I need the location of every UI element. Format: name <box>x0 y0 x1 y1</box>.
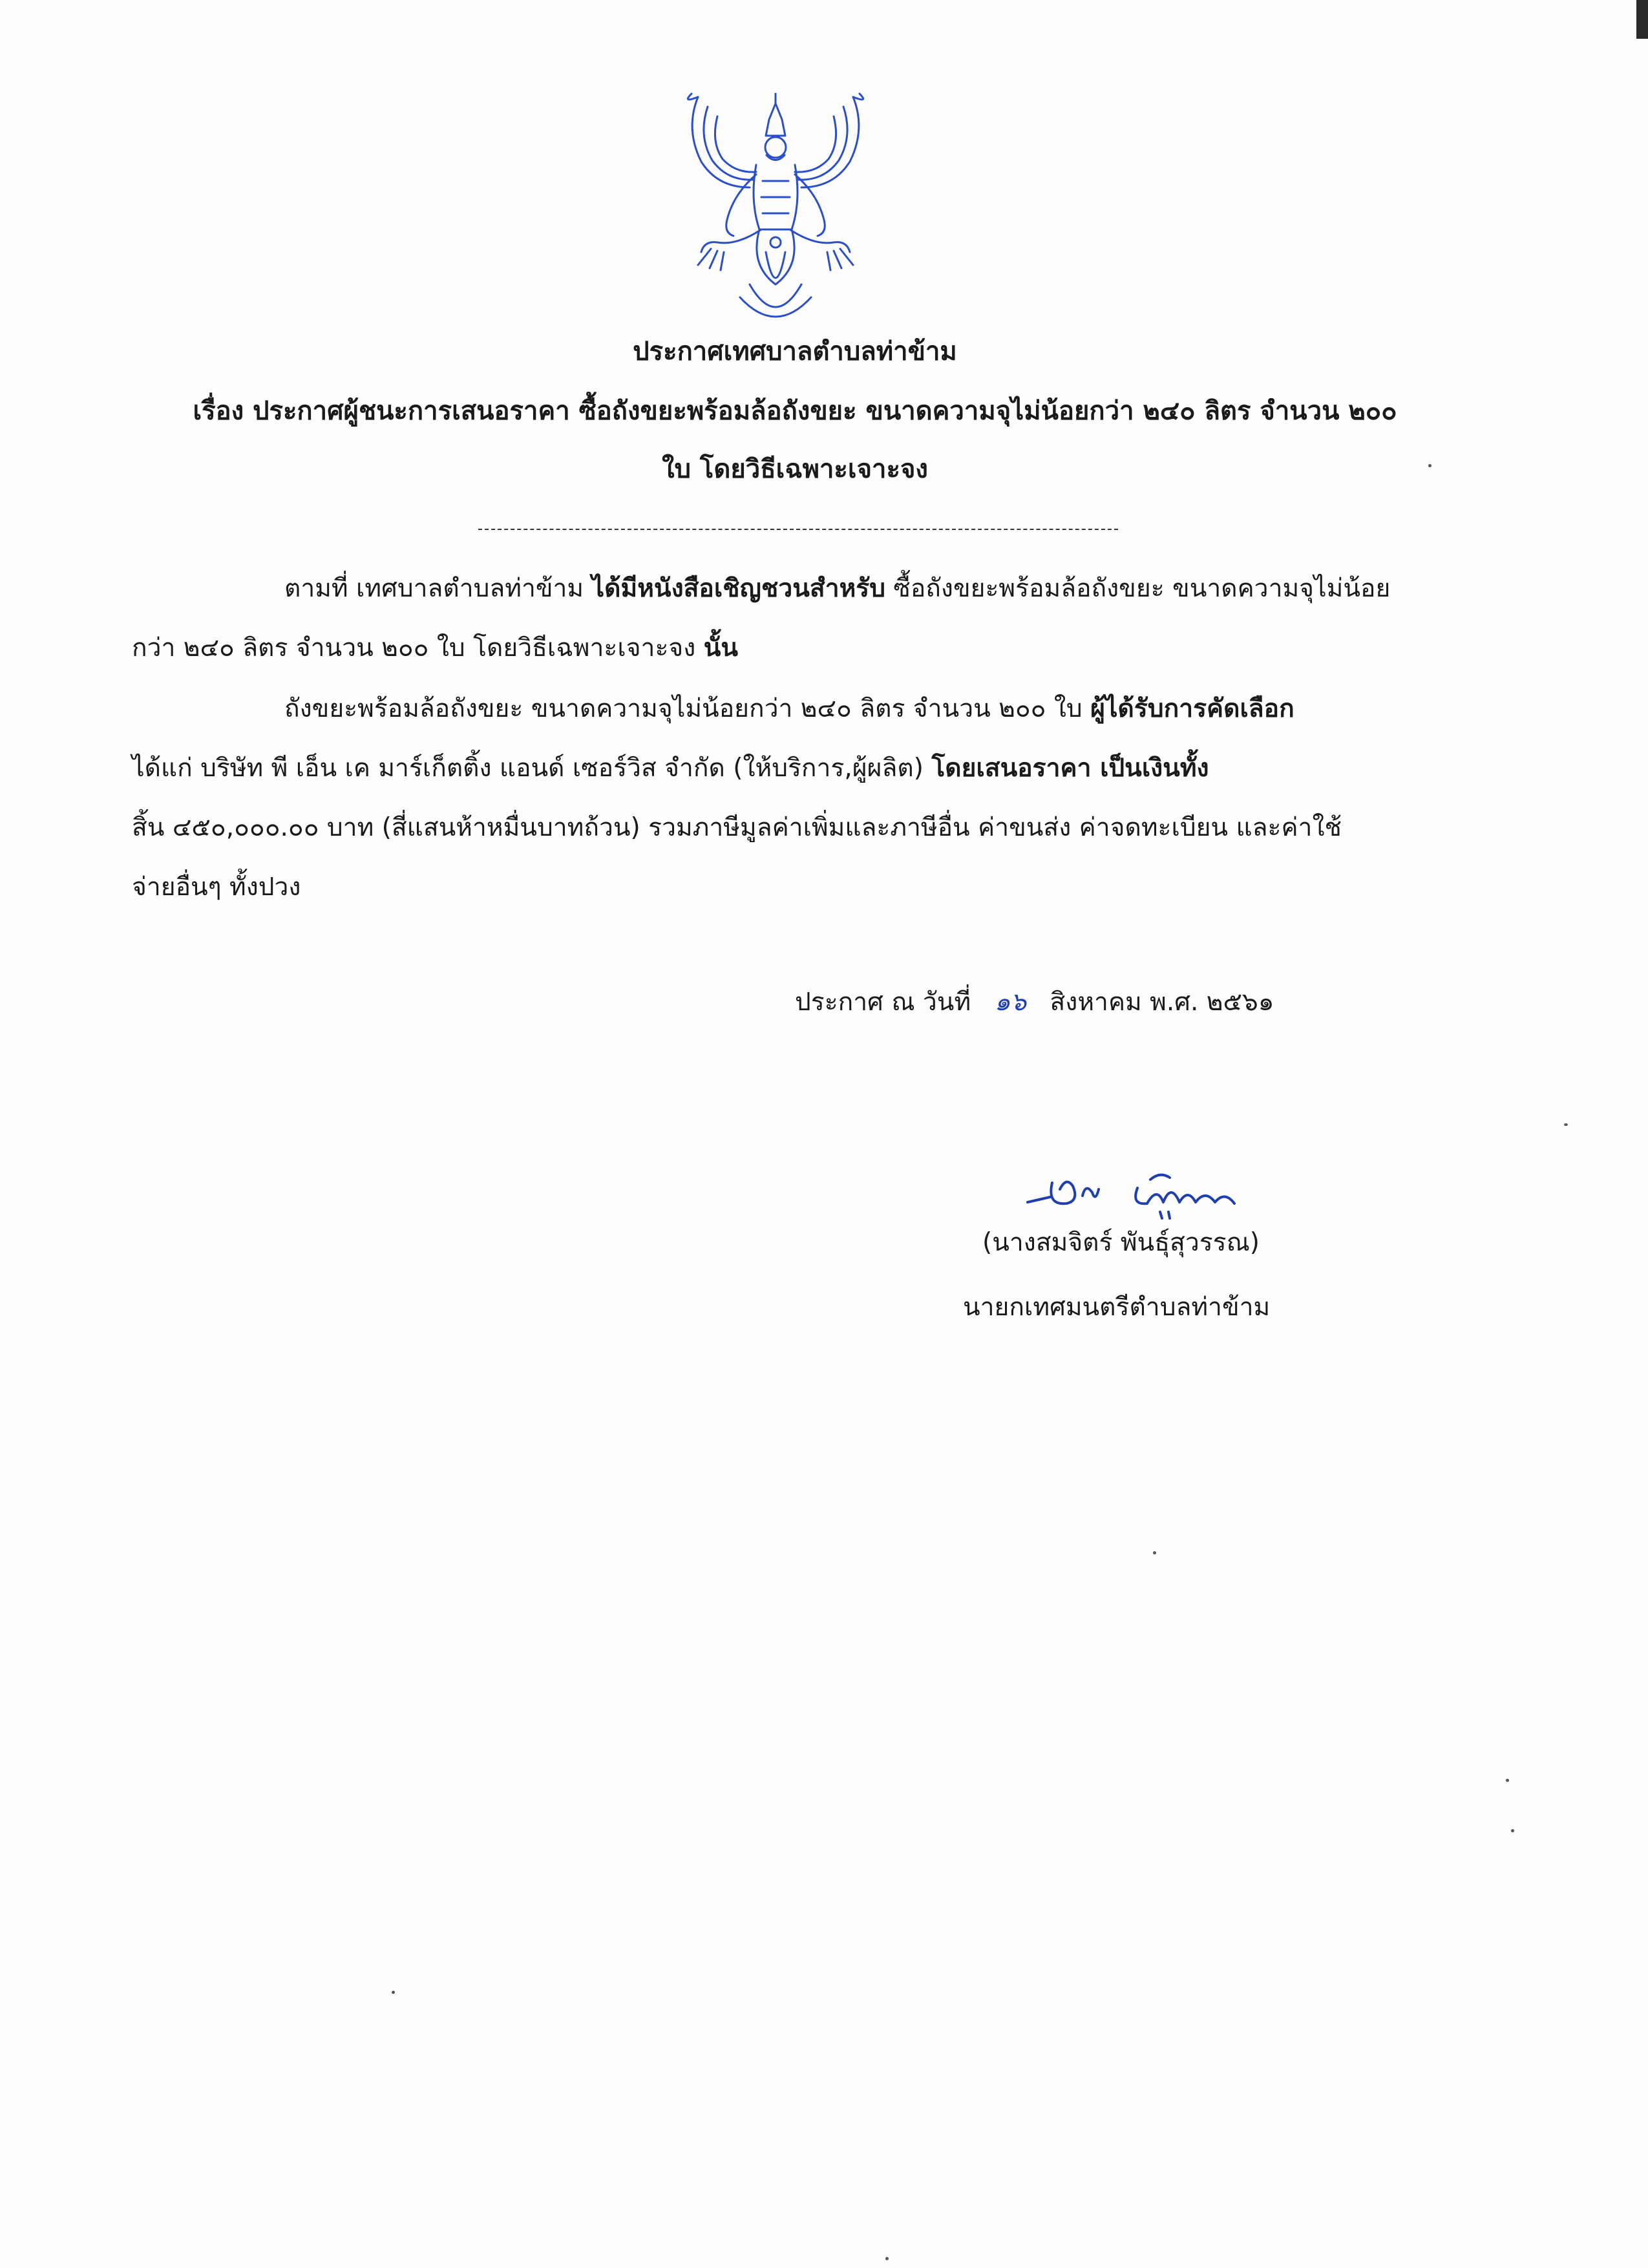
paragraph-1-line-2: กว่า ๒๔๐ ลิตร จำนวน ๒๐๐ ใบ โดยวิธีเฉพาะเจาะจง นั้น <box>132 633 739 662</box>
announcement-subject-line2: ใบ โดยวิธีเฉพาะเจาะจง <box>662 454 928 484</box>
scan-speck <box>885 2257 889 2260</box>
scan-speck <box>1506 1779 1509 1782</box>
scan-speck <box>1511 1829 1514 1832</box>
paragraph-1-line-1: ตามที่ เทศบาลตำบลท่าข้าม ได้มีหนังสือเชิญชวนสำหรับ ซื้อถังขยะพร้อมล้อถังขยะ ขนาดความจุไม่น้อย <box>284 574 1391 603</box>
handwritten-day: ๑๖ <box>994 988 1027 1017</box>
announcement-date: ประกาศ ณ วันที่ ๑๖ สิงหาคม พ.ศ. ๒๕๖๑ <box>795 988 1274 1017</box>
announcement-subject-line1: เรื่อง ประกาศผู้ชนะการเสนอราคา ซื้อถังขยะพร้อมล้อถังขยะ ขนาดความจุไม่น้อยกว่า ๒๔๐ ลิตร จำนวน ๒๐๐ <box>193 396 1397 426</box>
scan-speck <box>1564 1123 1568 1126</box>
scan-edge-artifact <box>1636 0 1648 39</box>
paragraph-2-line-2: ได้แก่ บริษัท พี เอ็น เค มาร์เก็ตติ้ง แอนด์ เซอร์วิส จำกัด (ให้บริการ,ผู้ผลิต) โดยเสนอราคา เป็นเงินทั้ง <box>132 754 1209 783</box>
signatory-position: นายกเทศมนตรีตำบลท่าข้าม <box>963 1293 1271 1322</box>
announcement-title: ประกาศเทศบาลตำบลท่าข้าม <box>633 337 957 366</box>
paragraph-2-line-1: ถังขยะพร้อมล้อถังขยะ ขนาดความจุไม่น้อยกว่า ๒๔๐ ลิตร จำนวน ๒๐๐ ใบ ผู้ได้รับการคัดเลือก <box>284 694 1294 723</box>
signatory-name: (นางสมจิตร์ พันธุ์สุวรรณ) <box>982 1228 1260 1257</box>
scan-speck <box>1428 464 1431 467</box>
paragraph-2-line-4: จ่ายอื่นๆ ทั้งปวง <box>132 873 301 902</box>
scan-speck <box>392 1991 395 1994</box>
garuda-emblem-icon <box>672 90 879 330</box>
paragraph-2-line-3: สิ้น ๔๕๐,๐๐๐.๐๐ บาท (สี่แสนห้าหมื่นบาทถ้วน) รวมภาษีมูลค่าเพิ่มและภาษีอื่น ค่าขนส่ง ค่าจดทะเบียน และค่าใช้ <box>132 813 1342 842</box>
dashed-divider <box>478 529 1118 530</box>
scan-speck <box>1153 1551 1156 1554</box>
handwritten-signature <box>1021 1157 1247 1228</box>
